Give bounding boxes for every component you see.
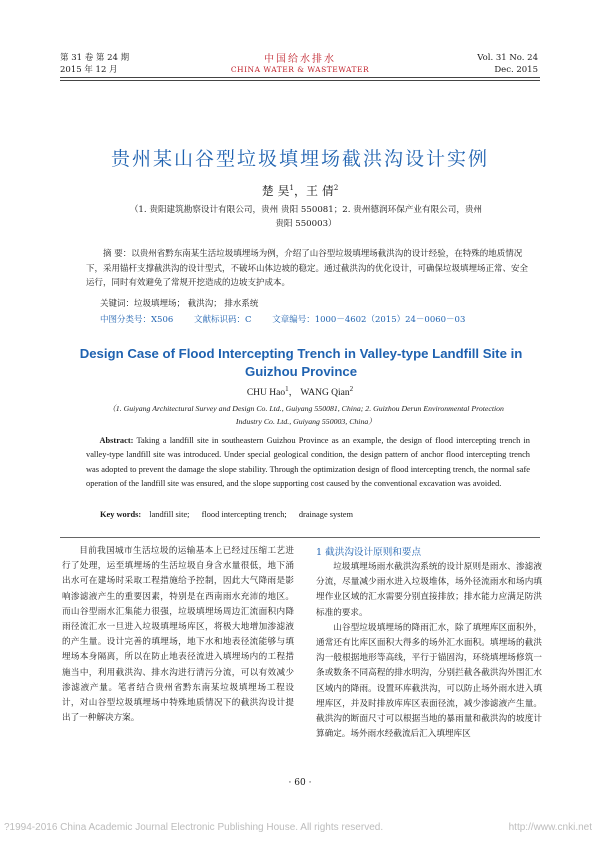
volume-issue-cn: 第 31 卷 第 24 期 <box>60 53 130 63</box>
journal-name-en: CHINA WATER & WASTEWATER <box>230 65 370 74</box>
author-sep: ， <box>293 184 306 198</box>
author-1-sup: 1 <box>289 184 294 192</box>
body-right-paragraph-2: 山谷型垃圾填埋场的降雨汇水，除了填埋库区面积外，通常还有比库区面积大得多的场外汇水面积。填埋场的截洪沟一般根据地形等高线，平行于锚固沟，环绕填埋场修筑一条或数条不同高程的排水明沟，分别拦截各截洪沟外围汇水区域内的降雨。设置环库截洪沟，可以防止场外雨水进入填埋库区，并及时排放库库区表面径流，减少渗滤液产生量。截洪沟的断面尺寸可以根据当地的暴雨量和截洪沟的坡度计算确定。场外雨水经截流后汇入填埋库区 <box>316 622 542 740</box>
authors-en <box>0 384 600 398</box>
abstract-en <box>86 434 530 492</box>
keywords-items-cn: 垃圾填埋场； 截洪沟； 排水系统 <box>134 299 259 309</box>
header-rule-bottom <box>60 80 540 81</box>
keywords-label-en: Key words: <box>100 510 142 519</box>
footer-copyright: ?1994-2016 China Academic Journal Electronic Publishing House. All rights reserved. <box>4 822 384 833</box>
volume-issue-en: Vol. 31 No. 24 <box>477 53 538 63</box>
body-right-paragraph-1: 垃圾填埋场雨水截洪沟系统的设计原则是雨水、渗滤液分流，尽量减少雨水进入垃圾堆体，场外径流雨水和场内填埋作业区域的汇水需要分别直接排放；排水能力应满足防洪标准的要求。 <box>316 562 542 618</box>
author-1-cn: 楚 昊 <box>261 184 290 198</box>
keywords-cn <box>100 297 258 311</box>
keyword-en-2: flood intercepting trench; <box>201 510 287 519</box>
clc-number: 中图分类号：X506 <box>100 315 174 325</box>
journal-volume-issue-en <box>477 52 538 76</box>
author-1-en: CHU Hao <box>246 388 286 398</box>
author-1-en-sup: 1 <box>285 384 289 393</box>
journal-name-cn: 中国给水排水 <box>264 54 336 65</box>
keyword-en-1: landfill site; <box>149 510 190 519</box>
abstract-cn <box>86 247 530 291</box>
author-2-sup: 2 <box>333 184 339 192</box>
affiliation-cn: （1. 贵阳建筑勘察设计有限公司，贵州 贵阳 550081；2. 贵州德润环保产业有限公司，贵州 贵阳 550003） <box>129 205 483 229</box>
keywords-label-cn: 关键词： <box>100 299 135 309</box>
paper-title-cn: 贵州某山谷型垃圾填埋场截洪沟设计实例 <box>110 148 489 170</box>
abstract-label-cn: 摘 要： <box>103 249 132 259</box>
date-en: Dec. 2015 <box>494 65 538 75</box>
classification-row <box>100 313 483 327</box>
author-sep-en: ， <box>288 388 301 398</box>
article-number: 文章编号：1000－4602（2015）24－0060－03 <box>272 315 466 325</box>
keywords-en <box>100 510 363 519</box>
body-left-column: 目前我国城市生活垃圾的运输基本上已经过压缩工艺进行了处理，运至填埋场的生活垃圾自身含水量很低，地下涌出水可在建场时采取工程措施给予控制，因此大气降雨是影响渗滤液产生的重要因素，特别是在西南雨水充沛的地区。而山谷型雨水汇集能力很强，垃圾填埋场周边汇流面积内降雨径流汇水一旦进入垃圾填埋场库区，将极大地增加渗滤液的产生量。设计完善的填埋场，地下水和地表径流能够与填埋场本身隔离，所以在防止地表径流进入填埋场内的工程措施当中，利用截洪沟、排水沟进行清污分流，可以有效减少渗滤液产量。笔者结合贵州省黔东南某垃圾填埋场工程设计，对山谷型垃圾填埋场中特殊地质情况下的截洪沟设计提出了一种解决方案。 <box>62 546 294 724</box>
header-rule-top <box>60 77 540 78</box>
author-2-en: WANG Qian <box>300 388 350 398</box>
affiliation-en: （1. Guiyang Architectural Survey and Design Co. Ltd., Guiyang 550081, China; 2. Guizhou Derun Environmental Protection Industry Co. Ltd., Guiyang 550003, China） <box>108 404 504 426</box>
keyword-en-3: drainage system <box>298 510 354 519</box>
abstract-label-en: Abstract: <box>99 436 134 445</box>
body-right-column <box>316 560 542 742</box>
section-1-title: 1 截洪沟设计原则和要点 <box>316 547 422 558</box>
date-cn: 2015 年 12 月 <box>60 65 118 75</box>
footer-url[interactable]: http://www.cnki.net <box>508 822 592 833</box>
paper-title-en: Design Case of Flood Intercepting Trench in Valley-type Landfill Site in Guizhou Province <box>79 346 523 379</box>
author-2-en-sup: 2 <box>349 384 354 393</box>
author-2-cn: 王 倩 <box>306 184 334 198</box>
abstract-divider <box>60 537 540 538</box>
authors-cn <box>0 182 600 199</box>
document-code: 文献标识码：C <box>193 315 252 325</box>
page-number: · 60 · <box>288 778 312 788</box>
abstract-text-en: Taking a landfill site in southeastern Guizhou Province as an example, the design of flood intercepting trench in valley-type landfill site was introduced. Under special geological condition, the design pattern of anchor flood intercepting trench was adopted to prevent the damage the slope stability. Through the optimization design of flood intercepting trench, the normal safe operation of the landfill site was ensured, and the slope supporting cost caused by the conventional excavation was avoided. <box>86 436 530 489</box>
abstract-text-cn: 以贵州省黔东南某生活垃圾填埋场为例，介绍了山谷型垃圾填埋场截洪沟的设计经验，在特殊的地质情况下，采用锚杆支撑截洪沟的设计型式，不破坏山体边坡的稳定。通过截洪沟的优化设计，可确保垃圾填埋场正常、安全运行，同时有效避免了常规开挖造成的边坡支护成本。 <box>86 249 529 288</box>
